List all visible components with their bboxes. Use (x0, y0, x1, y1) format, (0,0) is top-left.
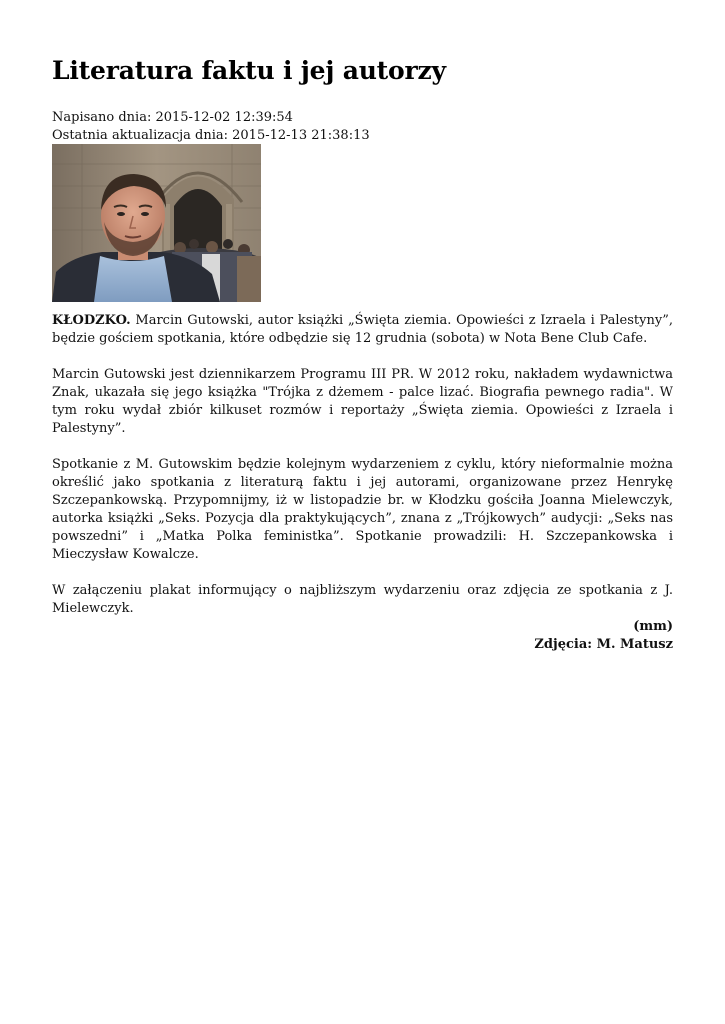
lead-text: Marcin Gutowski, autor książki „Święta ziemia. Opowieści z Izraela i Palestyny”, będzie gościem spotkania, które odbędzie się 12 grudnia (sobota) w Nota Bene Club Cafe. (52, 313, 673, 346)
article-title: Literatura faktu i jej autorzy (52, 56, 446, 85)
photo-credit: Zdjęcia: M. Matusz (534, 637, 673, 652)
article-meta (52, 109, 370, 145)
article-paragraph-4: W załączeniu plakat informujący o najbliższym wydarzeniu oraz zdjęcia ze spotkania z J. Mielewczyk. (52, 583, 673, 616)
lead-place: KŁODZKO. (52, 313, 131, 328)
article-paragraph-2: Marcin Gutowski jest dziennikarzem Programu III PR. W 2012 roku, nakładem wydawnictwa Znak, ukazała się jego książka "Trójka z dżemem - palce lizać. Biografia pewnego radia". W tym roku wydał zbiór kilkuset rozmów i reportaży „Święta ziemia. Opowieści z Izraela i Palestyny”. (52, 367, 673, 436)
portrait-photo-illustration (52, 144, 261, 302)
article-body (52, 312, 673, 654)
article-paragraph-lead (52, 312, 673, 348)
article-photo (52, 144, 261, 302)
updated-date: Ostatnia aktualizacja dnia: 2015-12-13 21:38:13 (52, 128, 370, 143)
published-date: Napisano dnia: 2015-12-02 12:39:54 (52, 110, 293, 125)
author-signature: (mm) (633, 619, 673, 634)
article-paragraph-3: Spotkanie z M. Gutowskim będzie kolejnym wydarzeniem z cyklu, który nieformalnie można określić jako spotkania z literaturą faktu i jej autorami, organizowane przez Henrykę Szczepankowską. Przypomnijmy, iż w listopadzie br. w Kłodzku gościła Joanna Mielewczyk, autorka książki „Seks. Pozycja dla praktykujących”, znana z „Trójkowych” audycji: „Seks nas powszedni” i „Matka Polka feministka”. Spotkanie prowadzili: H. Szczepankowska i Mieczysław Kowalcze. (52, 457, 673, 562)
